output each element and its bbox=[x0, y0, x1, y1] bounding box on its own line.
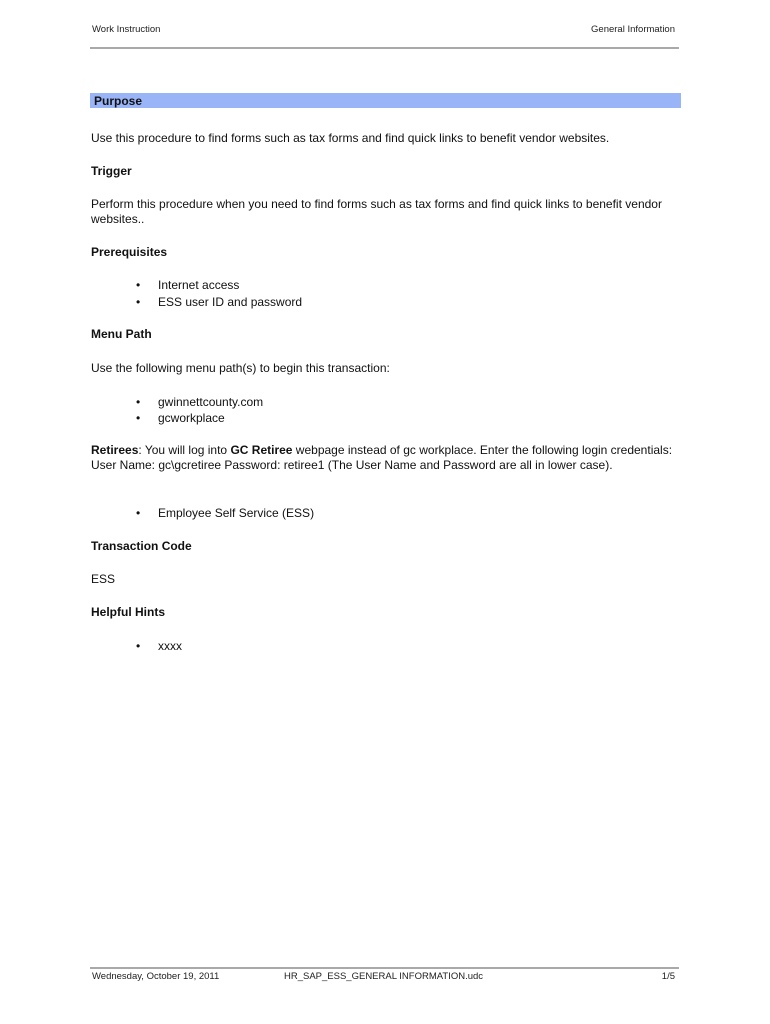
purpose-heading-band bbox=[90, 93, 681, 108]
header-left: Work Instruction bbox=[92, 24, 161, 35]
bullet-glyph: • bbox=[136, 639, 141, 653]
bullet-glyph: • bbox=[136, 295, 141, 309]
retirees-paragraph bbox=[91, 443, 683, 473]
menu-path-item: gwinnettcounty.com bbox=[158, 395, 264, 409]
prerequisite-item: Internet access bbox=[158, 278, 240, 292]
trigger-heading: Trigger bbox=[91, 164, 132, 178]
header-rule bbox=[90, 47, 679, 49]
footer-date: Wednesday, October 19, 2011 bbox=[92, 971, 220, 982]
retirees-item: Employee Self Service (ESS) bbox=[158, 506, 315, 520]
header-right: General Information bbox=[591, 24, 675, 35]
transaction-code-heading: Transaction Code bbox=[91, 539, 192, 553]
bullet-glyph: • bbox=[136, 411, 141, 425]
footer-file-name: HR_SAP_ESS_GENERAL INFORMATION.udc bbox=[284, 971, 484, 982]
prerequisites-heading: Prerequisites bbox=[91, 245, 168, 259]
menu-path-intro: Use the following menu path(s) to begin this transaction: bbox=[91, 361, 390, 375]
footer-page-number: 1/5 bbox=[661, 971, 675, 982]
retirees-label: Retirees bbox=[91, 443, 139, 457]
bullet-glyph: • bbox=[136, 506, 141, 520]
prerequisite-item: ESS user ID and password bbox=[158, 295, 303, 309]
footer-rule bbox=[90, 967, 679, 969]
helpful-hints-heading: Helpful Hints bbox=[91, 605, 165, 619]
retirees-site: GC Retiree bbox=[230, 443, 293, 457]
helpful-hint-item: xxxx bbox=[158, 639, 182, 653]
bullet-glyph: • bbox=[136, 395, 141, 409]
purpose-heading: Purpose bbox=[94, 94, 143, 108]
retirees-text-1: : You will log into bbox=[138, 443, 231, 457]
purpose-text: Use this procedure to find forms such as tax forms and find quick links to benefit vendor websites. bbox=[91, 131, 610, 145]
trigger-text: Perform this procedure when you need to find forms such as tax forms and find quick links to benefit vendor websites.. bbox=[91, 197, 662, 226]
transaction-code-value: ESS bbox=[91, 572, 116, 586]
bullet-glyph: • bbox=[136, 278, 141, 292]
menu-path-item: gcworkplace bbox=[158, 411, 225, 425]
menu-path-heading: Menu Path bbox=[91, 327, 152, 341]
retirees-text-2: webpage instead of gc workplace. Enter the following login credentials: User Name: gc\gcretiree Password: retiree1 (The User Name and Password are all in lower case). bbox=[91, 443, 673, 472]
